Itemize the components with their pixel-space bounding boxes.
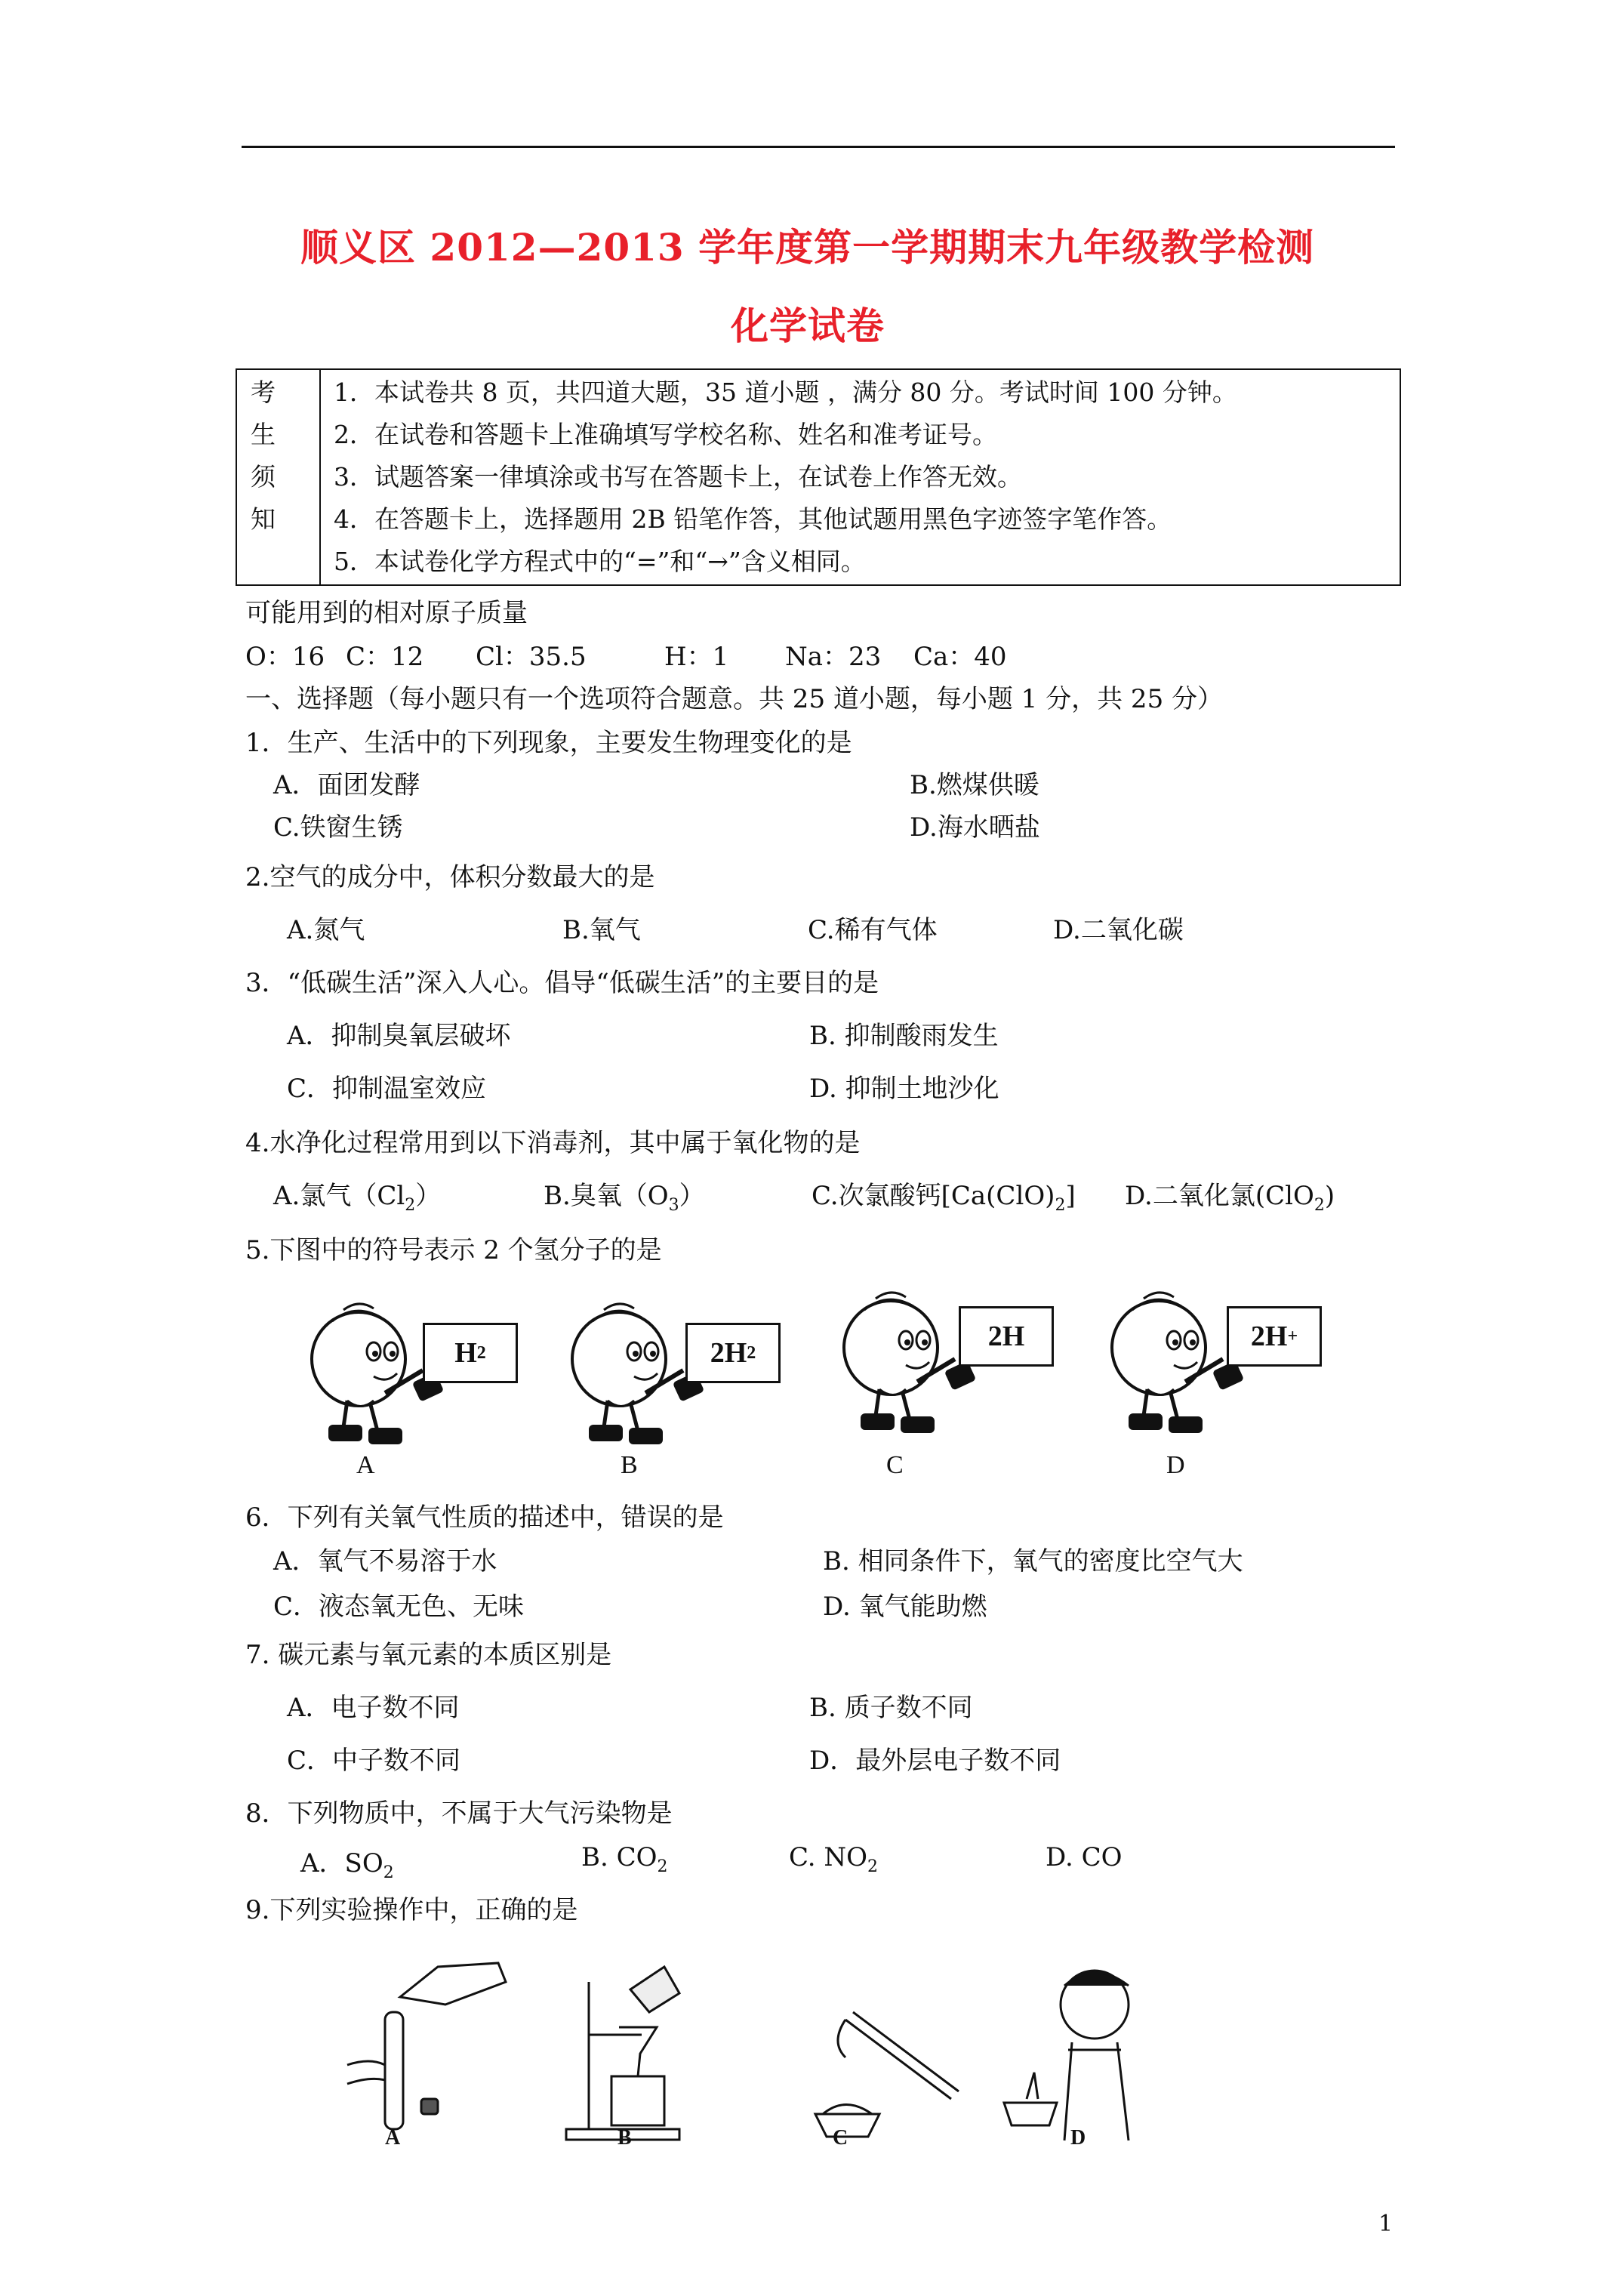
section-heading: 一、选择题（每小题只有一个选项符合题意。共 25 道小题，每小题 1 分，共 25 分） <box>245 684 1224 714</box>
question-stem: 6．下列有关氧气性质的描述中，错误的是 <box>245 1502 724 1533</box>
question-stem: 1．生产、生活中的下列现象，主要发生物理变化的是 <box>245 728 852 758</box>
option: D. 氧气能助燃 <box>823 1592 987 1622</box>
option: C.铁窗生锈 <box>273 812 403 843</box>
notice-item: 4．在答题卡上，选择题用 2B 铅笔作答，其他试题用黑色字迹签字笔作答。 <box>334 504 1172 534</box>
notice-side-char: 生 <box>251 420 276 449</box>
figure-label: D <box>1166 1451 1185 1479</box>
notice-box <box>236 368 1401 586</box>
option: C.稀有气体 <box>808 915 938 945</box>
question-stem: 3．“低碳生活”深入人心。倡导“低碳生活”的主要目的是 <box>245 968 879 998</box>
page-number: 1 <box>1378 2211 1394 2237</box>
symbol-card-c: 2H <box>959 1306 1054 1367</box>
option: B.氧气 <box>562 915 641 945</box>
option: A．面团发酵 <box>273 770 420 800</box>
notice-side-char: 须 <box>251 462 276 492</box>
option: A．$SO_2$ <box>300 1848 394 1882</box>
option: A．电子数不同 <box>287 1693 460 1723</box>
question-stem: 8．下列物质中，不属于大气污染物是 <box>245 1798 673 1829</box>
option: D. 抑制土地沙化 <box>809 1074 999 1104</box>
option: D.二氧化氯(ClO$_2$) <box>1125 1181 1335 1215</box>
option: A.氯气$(Cl_2)$ <box>273 1181 442 1215</box>
question-stem: 9.下列实验操作中，正确的是 <box>245 1895 578 1925</box>
option: C. $NO_2$ <box>789 1842 879 1876</box>
option: C．液态氧无色、无味 <box>273 1592 525 1622</box>
notice-item: 2．在试卷和答题卡上准确填写学校名称、姓名和准考证号。 <box>334 420 997 449</box>
atomic-mass-na: Na：23 <box>785 642 882 672</box>
option: B. $CO_2$ <box>581 1842 668 1876</box>
option: B.臭氧$(O_3)$ <box>544 1181 705 1215</box>
question-stem: 7. 碳元素与氧元素的本质区别是 <box>245 1640 612 1670</box>
option: B. 相同条件下，氧气的密度比空气大 <box>823 1546 1243 1576</box>
notice-item: 5．本试卷化学方程式中的“=”和“→”含义相同。 <box>334 547 866 576</box>
figure-label: A <box>356 1451 375 1479</box>
notice-divider <box>319 370 321 584</box>
atomic-mass-o: O：16 <box>245 642 325 672</box>
figure-label: B <box>617 2126 632 2150</box>
symbol-card-d: 2H + <box>1227 1306 1322 1367</box>
notice-side-char: 考 <box>251 378 276 407</box>
atomic-mass-h: H：1 <box>664 642 729 672</box>
question-stem: 4.水净化过程常用到以下消毒剂，其中属于氧化物的是 <box>245 1128 861 1158</box>
figure-label: C <box>886 1451 904 1479</box>
symbol-card-b: 2H 2 <box>685 1323 781 1383</box>
figure-label: D <box>1070 2126 1086 2150</box>
symbol-card-a: H 2 <box>423 1323 518 1383</box>
option: A.氮气 <box>287 915 365 945</box>
atomic-mass-ca: Ca：40 <box>913 642 1007 672</box>
lab-operation-figures <box>332 1952 1276 2148</box>
exam-subtitle: 化学试卷 <box>731 304 885 348</box>
question-stem: 2.空气的成分中，体积分数最大的是 <box>245 862 655 892</box>
option: B. 抑制酸雨发生 <box>809 1021 999 1051</box>
atomic-mass-heading: 可能用到的相对原子质量 <box>245 598 528 628</box>
notice-item: 1．本试卷共 8 页，共四道大题，35 道小题 ，满分 80 分。考试时间 100 分钟。 <box>334 378 1237 407</box>
atomic-mass-cl: Cl：35.5 <box>476 642 587 672</box>
figure-label: C <box>833 2126 848 2150</box>
option: A．氧气不易溶于水 <box>273 1546 497 1576</box>
option: C．中子数不同 <box>287 1746 461 1776</box>
option: B. 质子数不同 <box>809 1693 973 1723</box>
question-stem: 5.下图中的符号表示 2 个氢分子的是 <box>245 1235 662 1265</box>
exam-title: 顺义区 2012—2013 学年度第一学期期末九年级教学检测 <box>300 225 1315 270</box>
figure-label: B <box>621 1451 638 1479</box>
option: C．抑制温室效应 <box>287 1074 487 1104</box>
option: D．最外层电子数不同 <box>809 1746 1061 1776</box>
atomic-mass-c: C：12 <box>346 642 424 672</box>
option: C.次氯酸钙$[Ca(ClO)_2]$ <box>812 1181 1076 1215</box>
option: D. CO <box>1046 1842 1123 1872</box>
header-rule <box>242 146 1395 148</box>
figure-label: A <box>385 2126 401 2150</box>
option: B.燃煤供暖 <box>910 770 1039 800</box>
option: D.海水晒盐 <box>910 812 1040 843</box>
notice-side-char: 知 <box>251 504 276 534</box>
option: A．抑制臭氧层破坏 <box>287 1021 511 1051</box>
notice-item: 3．试题答案一律填涂或书写在答题卡上，在试卷上作答无效。 <box>334 462 1022 492</box>
option: D.二氧化碳 <box>1053 915 1184 945</box>
